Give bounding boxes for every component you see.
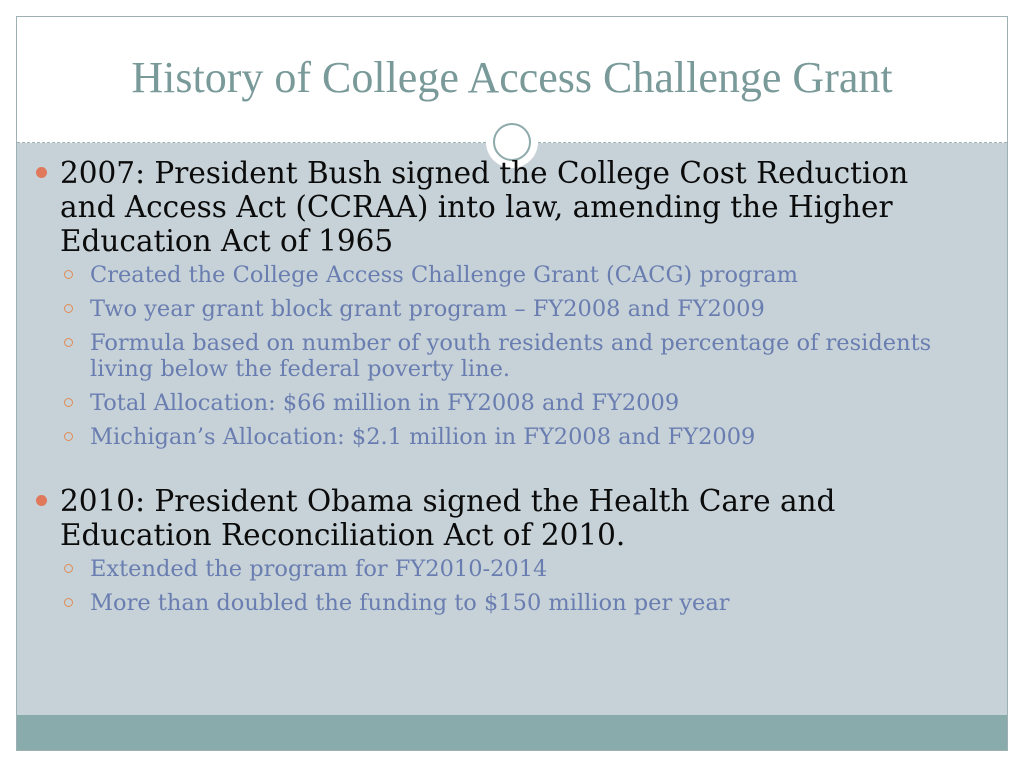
bullet-text: 2007: President Bush signed the College Cost Reduction and Access Act (CCRAA) into law, amending the Higher Education Act of 1965 xyxy=(60,156,909,258)
bullet-item xyxy=(34,156,964,450)
sub-bullet-text: More than doubled the funding to $150 million per year xyxy=(90,590,730,616)
bullet-text: 2010: President Obama signed the Health Care and Education Reconciliation Act of 2010. xyxy=(60,484,836,552)
sub-bullet-ring-icon xyxy=(64,270,73,279)
sub-bullet-text: Created the College Access Challenge Grant (CACG) program xyxy=(90,262,798,288)
sub-bullet-ring-icon xyxy=(64,598,73,607)
sub-bullet-item xyxy=(60,296,964,322)
sub-bullet-item xyxy=(60,330,964,382)
sub-bullet-item xyxy=(60,556,964,582)
bullet-item xyxy=(34,484,964,616)
sub-bullet-text: Extended the program for FY2010-2014 xyxy=(90,556,548,582)
sub-bullet-item xyxy=(60,590,964,616)
sub-bullet-item xyxy=(60,262,964,288)
bullet-list xyxy=(34,156,964,624)
bullet-spacer xyxy=(34,458,964,484)
bullet-dot-icon xyxy=(36,495,47,506)
sub-bullet-ring-icon xyxy=(64,398,73,407)
sub-bullet-text: Total Allocation: $66 million in FY2008 and FY2009 xyxy=(90,390,680,416)
sub-bullet-item xyxy=(60,390,964,416)
sub-bullet-ring-icon xyxy=(64,564,73,573)
sub-bullet-list xyxy=(60,556,964,616)
footer-band xyxy=(17,715,1007,750)
sub-bullet-item xyxy=(60,424,964,450)
sub-bullet-text: Michigan’s Allocation: $2.1 million in FY2008 and FY2009 xyxy=(90,424,756,450)
sub-bullet-ring-icon xyxy=(64,338,73,347)
sub-bullet-list xyxy=(60,262,964,450)
bullet-dot-icon xyxy=(36,167,47,178)
sub-bullet-text: Two year grant block grant program – FY2008 and FY2009 xyxy=(90,296,765,322)
slide-title: History of College Access Challenge Grant xyxy=(131,53,893,102)
sub-bullet-ring-icon xyxy=(64,432,73,441)
sub-bullet-text: Formula based on number of youth residents and percentage of residents living below the federal poverty line. xyxy=(90,330,932,382)
sub-bullet-ring-icon xyxy=(64,304,73,313)
